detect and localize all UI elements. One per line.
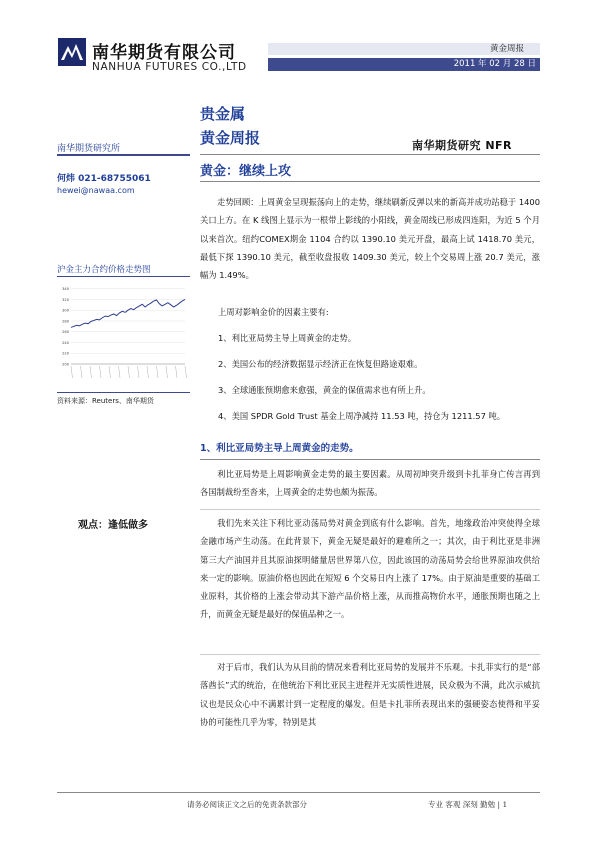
- footer-divider: [57, 792, 540, 793]
- y-tick-label: 200: [62, 362, 69, 367]
- factor-item-2: 2、美国公布的经济数据显示经济正在恢复但路途艰难。: [218, 359, 423, 369]
- research-brand: 南华期货研究 NFR: [412, 139, 513, 152]
- factors-intro: 上周对影响金价的因素主要有:: [218, 307, 329, 317]
- y-tick-label: 300: [62, 308, 69, 313]
- factor-item-1: 1、利比亚局势主导上周黄金的走势。: [218, 333, 357, 343]
- footer-slogan: 专业 客观 深刻 勤勉 | 1: [428, 800, 508, 809]
- analyst-email[interactable]: hewei@nawaa.com: [57, 186, 135, 195]
- paragraph-separator: [200, 509, 540, 510]
- chart-source: 资料来源：Reuters、南华期货: [57, 397, 154, 405]
- x-tick-mark: [166, 366, 168, 378]
- chart-top-rule: [57, 276, 190, 277]
- x-tick-mark: [147, 366, 149, 378]
- company-name-cn: 南华期货有限公司: [92, 43, 236, 63]
- footer-disclaimer: 请务必阅读正文之后的免责条款部分: [187, 800, 307, 809]
- sidebar-divider: [57, 154, 190, 156]
- section-heading-1: 1、利比亚局势主导上周黄金的走势。: [200, 443, 359, 454]
- chart-bottom-rule: [57, 392, 190, 393]
- x-tick-mark: [128, 366, 130, 378]
- x-tick-mark: [176, 366, 178, 378]
- price-chart: [57, 280, 190, 392]
- paragraph-2: [200, 514, 540, 624]
- y-tick-label: 260: [62, 330, 69, 335]
- x-tick-mark: [185, 366, 187, 378]
- section-divider: [200, 459, 540, 460]
- y-tick-label: 280: [62, 319, 69, 324]
- y-tick-label: 320: [62, 297, 69, 302]
- chart-title: 沪金主力合约价格走势图: [57, 265, 151, 275]
- x-tick-mark: [119, 366, 121, 378]
- report-date: 2011 年 02 月 28 日: [453, 59, 536, 69]
- factor-item-3: 3、全球通胀预期愈来愈强，黄金的保值需求也有所上升。: [218, 385, 431, 395]
- paragraph-3-text: 对于后市，我们认为从目前的情况来看利比亚局势的发展并不乐观。卡扎菲实行的是“部落酋长”式的统治，在他统治下利比亚民主进程并无实质性进展，民众极为不满，此次示威抗议也是民众心中不满累计到一定程度的爆发。但是卡扎菲所表现出来的强硬姿态使得和平妥协的可能性几乎为零，特别是其: [200, 662, 540, 727]
- headline: 黄金：继续上攻: [200, 164, 292, 179]
- review-paragraph: [200, 193, 540, 284]
- paragraph-1: [200, 465, 540, 502]
- report-category: 贵金属: [200, 105, 246, 123]
- headline-divider: [200, 181, 540, 182]
- x-tick-mark: [138, 366, 140, 378]
- paragraph-2-text: 我们先来关注下利比亚动荡局势对黄金到底有什么影响。首先，地缘政治冲突使得全球金融市场产生动荡。在此背景下，黄金无疑是最好的避难所之一；其次，由于利比亚是非洲第三大产油国并且其原油探明储量居世界第八位，因此该国的动荡局势会给世界原油攻供给来一定的影响。原油价格也因此在短短 6 个交易日内上涨了 17%。由于原油是重要的基础工业原料，其价格的上涨会带动其下游产品价格上涨，从而推高物价水平，通胀预期也随之上升，而黄金无疑是最好的保值品种之一。: [200, 518, 540, 620]
- report-title: 黄金周报: [200, 129, 261, 147]
- price-series-line: [71, 299, 185, 327]
- report-type-label: 黄金周报: [490, 44, 525, 54]
- paragraph-3: [200, 658, 540, 731]
- review-text: 走势回顾：上周黄金呈现振荡向上的走势，继续刷新反弹以来的新高并成功站稳于 1400 关口上方。在 K 线图上显示为一根带上影线的小阳线，黄金周线已形成四连阳，为近 5 个月以来首次。纽约COMEX期金 1104 合约以 1390.10 美元开盘，最高上试 1418.70 美元，最低下探 1390.10 美元，截至收盘报收 1409.30 美元，较上个交易周上涨 20.7 美元，涨幅为 1.49%。: [200, 197, 540, 281]
- institute-name: 南华期货研究所: [57, 144, 121, 154]
- view-label: 观点：逢低做多: [78, 520, 148, 531]
- nanhua-logo-icon: [58, 38, 86, 66]
- company-name-en: NANHUA FUTURES CO.,LTD: [92, 61, 247, 73]
- x-tick-mark: [100, 366, 102, 378]
- paragraph-separator: [200, 654, 540, 655]
- y-tick-label: 340: [62, 287, 69, 292]
- analyst-contact: 何炜 021-68755061: [57, 174, 151, 184]
- x-tick-mark: [109, 366, 111, 378]
- y-tick-label: 240: [62, 340, 69, 345]
- x-tick-mark: [157, 366, 159, 378]
- x-tick-mark: [71, 366, 73, 378]
- paragraph-1-text: 利比亚局势是上周影响黄金走势的最主要因素。从周初坤突升级到卡扎菲身亡传言再到各国制裁纷至沓来，上周黄金的走势也颇为振荡。: [200, 469, 540, 498]
- y-tick-label: 220: [62, 351, 69, 356]
- x-tick-mark: [81, 366, 83, 378]
- title-divider: [200, 154, 540, 155]
- factor-item-4: 4、美国 SPDR Gold Trust 基金上周净减持 11.53 吨，持仓为 1211.57 吨。: [218, 411, 506, 421]
- x-tick-mark: [90, 366, 92, 378]
